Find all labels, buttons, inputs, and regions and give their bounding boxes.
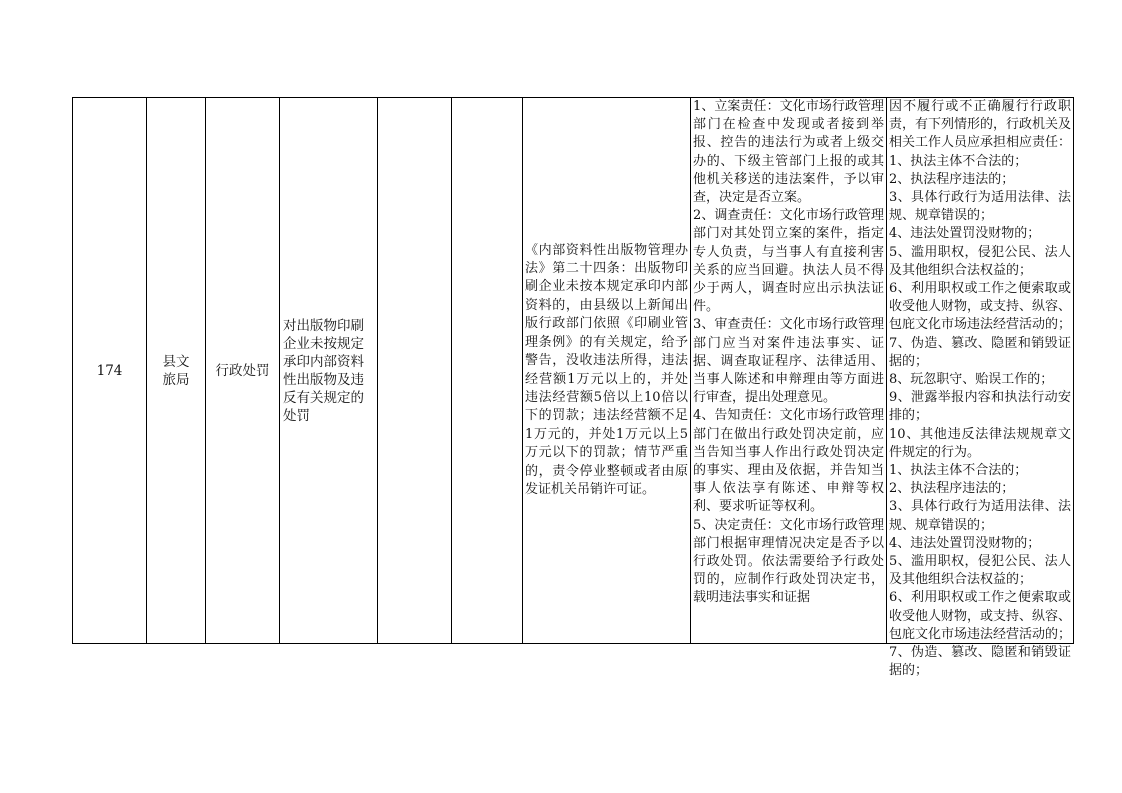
accountability-item: 5、滥用职权，侵犯公民、法人及其他组织合法权益的； xyxy=(889,554,1071,588)
accountability-item: 8、玩忽职守、贻误工作的； xyxy=(889,372,1054,388)
accountability-item: 10、其他违反法律法规规章文件规定的行为。 xyxy=(889,426,1071,460)
accountability-item: 6、利用职权或工作之便索取或收受他人财物，或支持、纵容、包庇文化市场违法经营活动的； xyxy=(889,281,1072,333)
cell-category xyxy=(206,98,280,643)
responsibility-item: 4、告知责任：文化市场行政管理部门在做出行政处罚决定前，应当告知当事人作出行政处罚决定的事实、理由及依据，并告知当事人依法享有陈述、申辩等权利、要求听证等权利。 xyxy=(693,408,884,515)
power-list-table xyxy=(72,97,1074,679)
cell-item-name xyxy=(280,98,378,643)
accountability-item: 6、利用职权或工作之便索取或收受他人财物，或支持、纵容、包庇文化市场违法经营活动的； xyxy=(889,590,1072,642)
accountability-item: 3、具体行政行为适用法律、法规、规章错误的； xyxy=(889,190,1071,224)
responsibility-item: 5、决定责任：文化市场行政管理部门根据审理情况决定是否予以行政处罚。依法需要给予行政处罚的，应制作行政处罚决定书，载明违法事实和证据 xyxy=(693,517,884,606)
accountability-item: 9、泄露举报内容和执法行动安排的； xyxy=(889,390,1071,424)
accountability-item: 4、违法处置罚没财物的； xyxy=(889,226,1041,242)
accountability-item: 7、伪造、篡改、隐匿和销毁证据的； xyxy=(889,335,1071,369)
cell-row-number xyxy=(73,98,147,643)
accountability-item: 1、执法主体不合法的； xyxy=(889,153,1028,169)
accountability-item: 3、具体行政行为适用法律、法规、规章错误的； xyxy=(889,499,1071,533)
legal-basis: 《内部资料性出版物管理办法》第二十四条：出版物印刷企业未按本规定承印内部资料的，由县级以上新闻出版行政部门依照《印刷业管理条例》的有关规定，给予警告，没收违法所得，违法经营额1万元以上的，并处违法经营额5倍以上10倍以下的罚款；违法经营额不足1万元的，并处1万元以上5万元以下的罚款；情节严重的，责令停业整顿或者由原发证机关吊销许可证。 xyxy=(525,242,688,497)
accountability-item: 2、执法程序违法的； xyxy=(889,481,1015,497)
power-category: 行政处罚 xyxy=(215,362,270,379)
cell-code xyxy=(452,98,523,643)
department-name: 县文旅局 xyxy=(162,353,190,388)
accountability-item: 2、执法程序违法的； xyxy=(889,171,1015,187)
accountability-item: 1、执法主体不合法的； xyxy=(889,463,1028,479)
accountability-item: 7、伪造、篡改、隐匿和销毁证据的； xyxy=(889,645,1071,679)
responsibility-item: 3、审查责任：文化市场行政管理部门应当对案件违法事实、证据、调查取证程序、法律适用、当事人陈述和申辩理由等方面进行审查，提出处理意见。 xyxy=(693,317,884,406)
cell-responsibilities xyxy=(691,98,887,643)
accountability-intro: 因不履行或不正确履行行政职责，有下列情形的，行政机关及相关工作人员应承担相应责任： xyxy=(889,99,1072,151)
cell-department xyxy=(147,98,206,643)
responsibility-item: 1、立案责任：文化市场行政管理部门在检查中发现或者接到举报、控告的违法行为或者上级交办的、下级主管部门上报的或其他机关移送的违法案件，予以审查，决定是否立案。 xyxy=(693,99,884,206)
cell-accountability xyxy=(887,98,1073,679)
cell-sub-item xyxy=(378,98,452,643)
cell-legal-basis xyxy=(523,98,691,643)
accountability-item: 5、滥用职权，侵犯公民、法人及其他组织合法权益的； xyxy=(889,244,1071,278)
row-number: 174 xyxy=(96,362,123,379)
responsibility-item: 2、调查责任：文化市场行政管理部门对其处罚立案的案件，指定专人负责，与当事人有直接利害关系的应当回避。执法人员不得少于两人，调查时应出示执法证件。 xyxy=(693,208,884,315)
item-name: 对出版物印刷企业未按规定承印内部资料性出版物及违反有关规定的处罚 xyxy=(283,317,364,424)
accountability-item: 4、违法处置罚没财物的； xyxy=(889,535,1041,551)
